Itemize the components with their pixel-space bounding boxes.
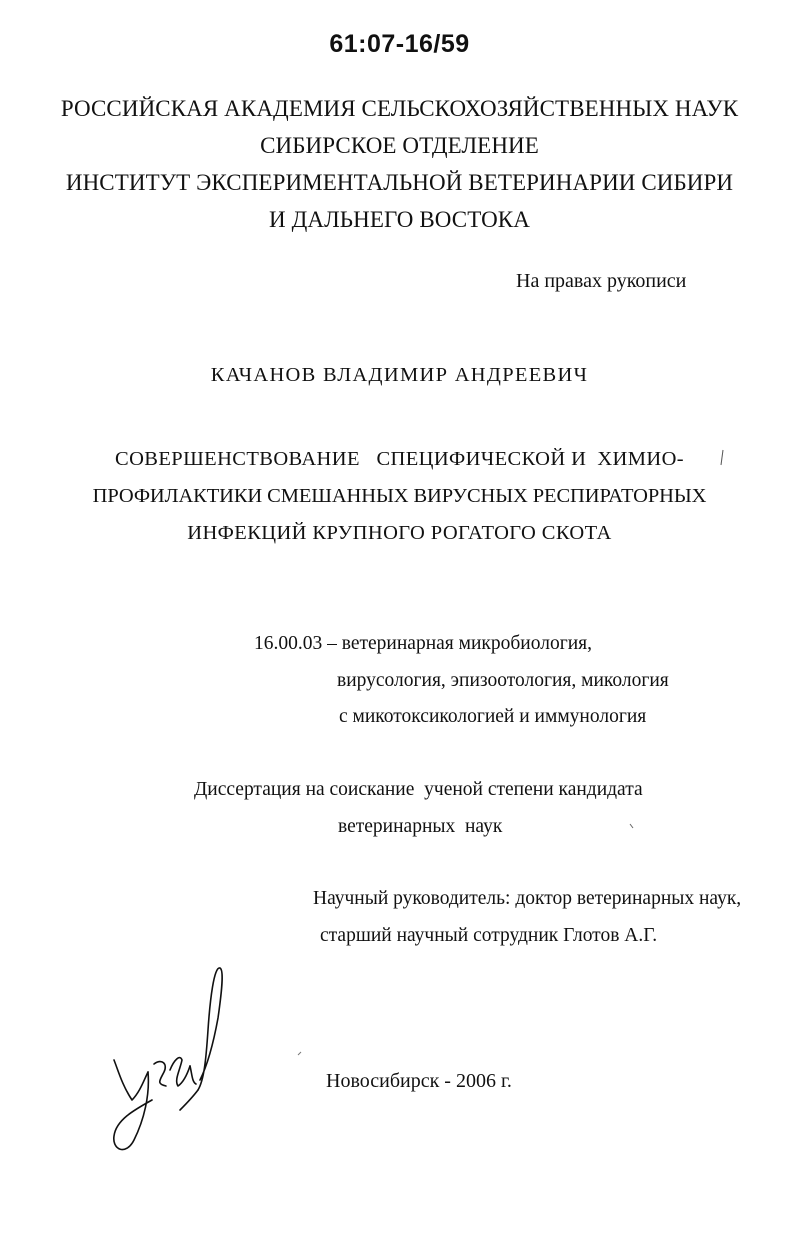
specialty-line-2: вирусология, эпизоотология, микология [337, 670, 669, 691]
thesis-line-2: ветеринарных наук [338, 816, 503, 837]
scan-mark [718, 448, 728, 468]
specialty-line-1: 16.00.03 – ветеринарная микробиология, [254, 633, 592, 654]
organization-line-2: СИБИРСКОЕ ОТДЕЛЕНИЕ [260, 133, 539, 158]
manuscript-rights: На правах рукописи [516, 270, 687, 292]
handwritten-signature [100, 960, 240, 1160]
catalog-number: 61:07-16/59 [329, 30, 470, 58]
thesis-line-1: Диссертация на соискание ученой степени кандидата [194, 779, 643, 800]
advisor-line-2: старший научный сотрудник Глотов А.Г. [320, 925, 658, 946]
scan-mark [628, 822, 636, 830]
author-name: КАЧАНОВ ВЛАДИМИР АНДРЕЕВИЧ [210, 364, 589, 386]
specialty-line-3: с микотоксикологией и иммунология [339, 706, 647, 727]
city-year: Новосибирск - 2006 г. [326, 1070, 512, 1092]
advisor-line-1: Научный руководитель: доктор ветеринарных наук, [313, 888, 742, 909]
title-line-2: ПРОФИЛАКТИКИ СМЕШАННЫХ ВИРУСНЫХ РЕСПИРАТОРНЫХ [92, 485, 707, 507]
title-line-1: СОВЕРШЕНСТВОВАНИЕ СПЕЦИФИЧЕСКОЙ И ХИМИО- [115, 448, 684, 470]
organization-line-3: ИНСТИТУТ ЭКСПЕРИМЕНТАЛЬНОЙ ВЕТЕРИНАРИИ СИБИРИ [65, 170, 734, 195]
title-line-3: ИНФЕКЦИЙ КРУПНОГО РОГАТОГО СКОТА [187, 522, 612, 544]
organization-line-1: РОССИЙСКАЯ АКАДЕМИЯ СЕЛЬСКОХОЗЯЙСТВЕННЫХ НАУК [60, 96, 739, 121]
organization-line-4: И ДАЛЬНЕГО ВОСТОКА [269, 207, 530, 232]
scan-mark [296, 1050, 304, 1058]
